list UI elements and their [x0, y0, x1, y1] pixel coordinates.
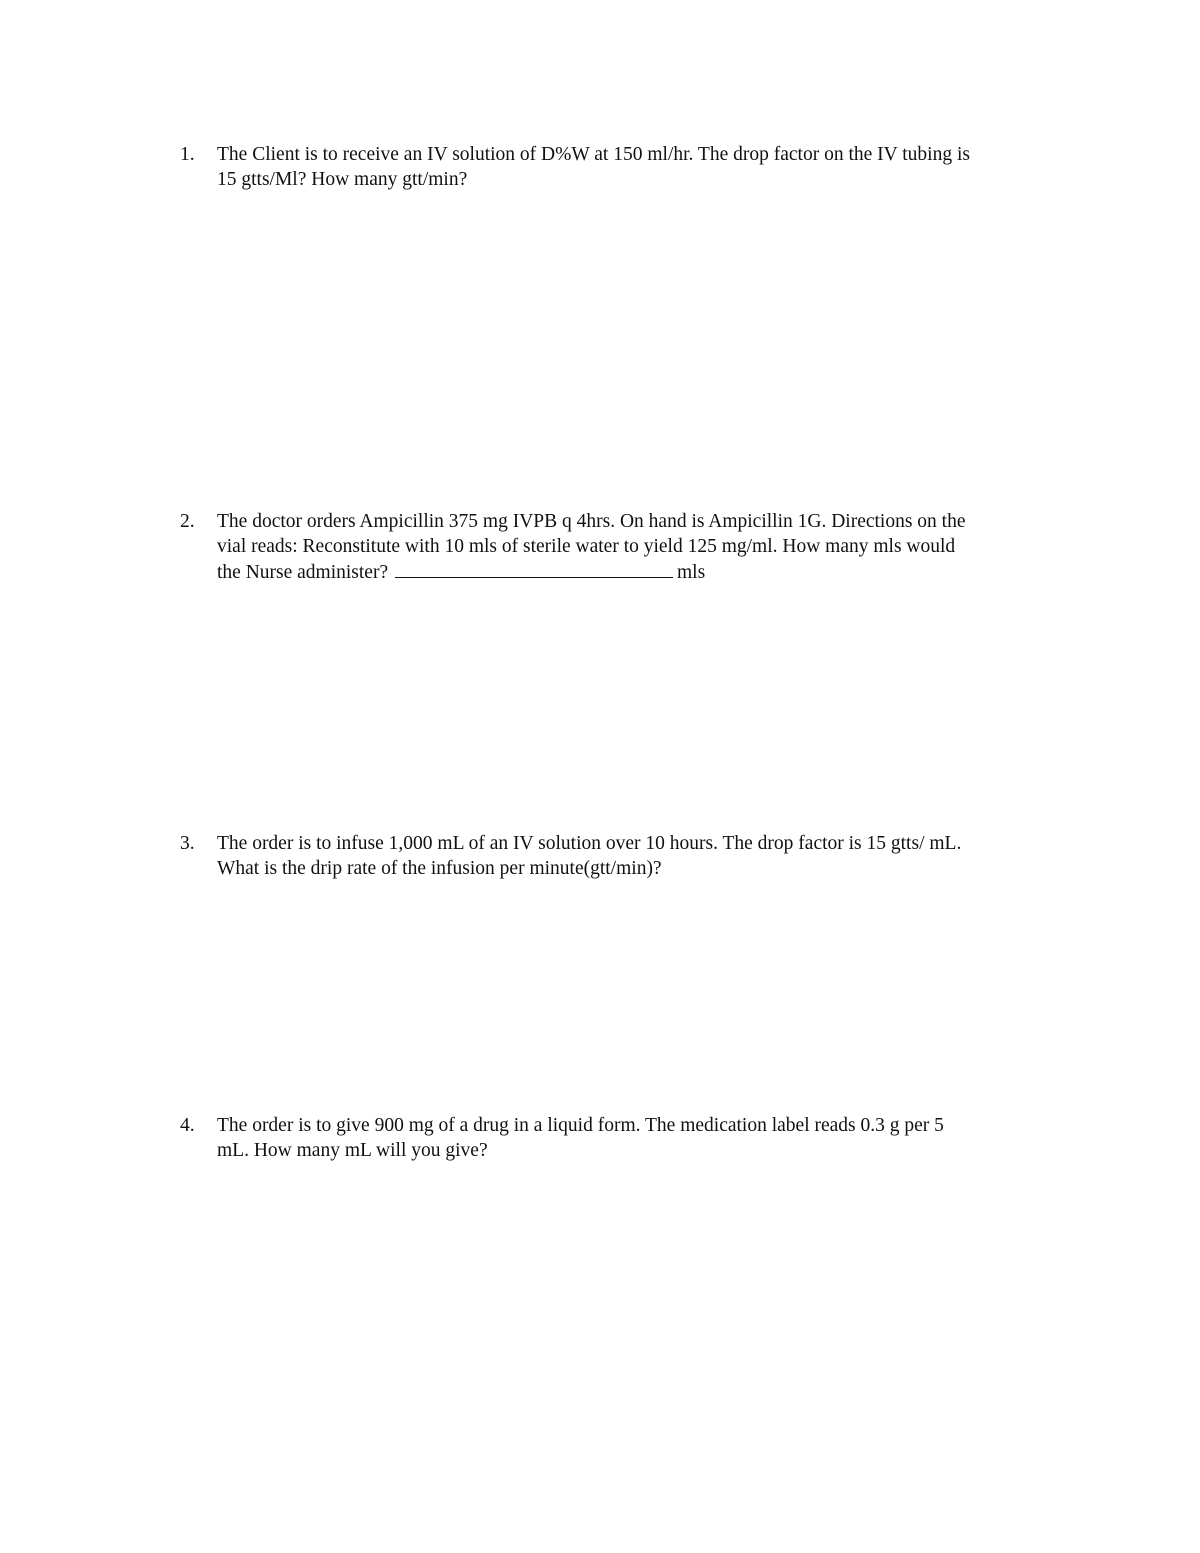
- question-line-with-blank: [217, 559, 1080, 585]
- question-number: 1.: [180, 144, 195, 165]
- question-1: [180, 142, 1080, 192]
- question-line-prefix: the Nurse administer?: [217, 562, 389, 583]
- question-3: [180, 831, 1080, 881]
- question-line: The order is to infuse 1,000 mL of an IV solution over 10 hours. The drop factor is 15 gtts/ mL.: [217, 833, 962, 854]
- answer-unit: mls: [677, 562, 706, 583]
- question-line: 15 gtts/Ml? How many gtt/min?: [217, 169, 468, 190]
- question-line: What is the drip rate of the infusion per minute(gtt/min)?: [217, 858, 662, 879]
- question-line: The order is to give 900 mg of a drug in a liquid form. The medication label reads 0.3 g per 5: [217, 1115, 944, 1136]
- question-text: [217, 831, 1080, 881]
- question-number: 3.: [180, 833, 195, 854]
- question-number: 4.: [180, 1115, 195, 1136]
- question-number: 2.: [180, 511, 195, 532]
- answer-blank[interactable]: [395, 559, 673, 578]
- question-2: [180, 509, 1080, 585]
- question-text: [217, 142, 1080, 192]
- question-line: mL. How many mL will you give?: [217, 1140, 488, 1161]
- question-text: [217, 509, 1080, 585]
- question-4: [180, 1113, 1080, 1163]
- question-text: [217, 1113, 1080, 1163]
- question-line: vial reads: Reconstitute with 10 mls of sterile water to yield 125 mg/ml. How many mls would: [217, 536, 956, 557]
- question-line: The Client is to receive an IV solution of D%W at 150 ml/hr. The drop factor on the IV tubing is: [217, 144, 970, 165]
- question-line: The doctor orders Ampicillin 375 mg IVPB q 4hrs. On hand is Ampicillin 1G. Directions on the: [217, 511, 966, 532]
